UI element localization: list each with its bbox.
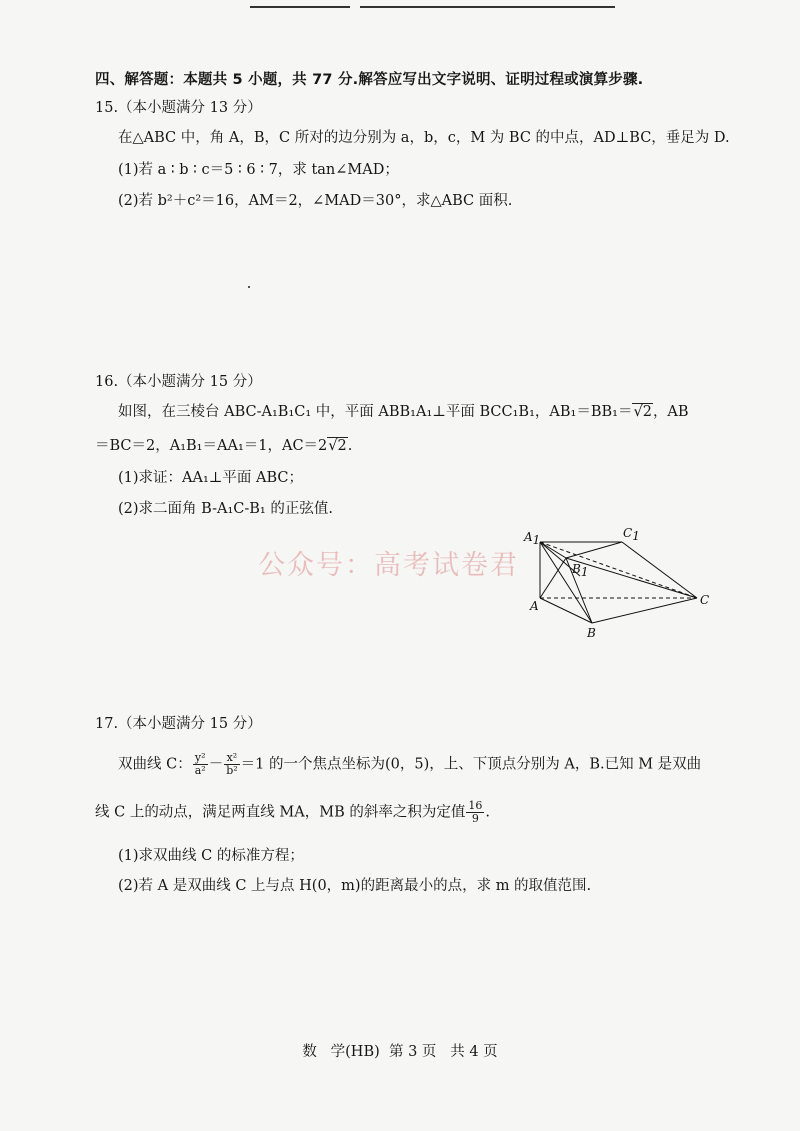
q17-part2: (2)若 A 是双曲线 C 上与点 H(0，m)的距离最小的点，求 m 的取值范围.: [118, 878, 592, 894]
section-title: 四、解答题：本题共 5 小题，共 77 分.解答应写出文字说明、证明过程或演算步骤.: [95, 72, 644, 88]
top-rule-left: [250, 6, 350, 8]
q15-part1: (1)若 a ∶ b ∶ c＝5 ∶ 6 ∶ 7，求 tan∠MAD；: [118, 162, 399, 178]
q17-header: 17.（本小题满分 15 分）: [95, 716, 262, 732]
fraction-denominator: b²: [226, 764, 238, 777]
page-footer: 数 学(HB) 第 3 页 共 4 页: [302, 1044, 498, 1060]
fraction-numerator: 16: [468, 799, 483, 812]
q15-header: 15.（本小题满分 13 分）: [95, 100, 262, 116]
edge-c1c: [622, 542, 697, 598]
q16-part1: (1)求证：AA₁⊥平面 ABC；: [118, 470, 304, 486]
segment-a1c-dashed: [540, 542, 697, 598]
label-b1: B1: [572, 562, 589, 579]
q16-stem-line1-tail: ，AB: [652, 404, 689, 420]
q16-part2: (2)求二面角 B-A₁C-B₁ 的正弦值.: [118, 501, 333, 517]
q16-stem-line2-tail: .: [347, 438, 353, 454]
label-a1: A1: [524, 530, 541, 547]
fraction-numerator: x²: [224, 752, 239, 765]
q16-stem-line2: [95, 436, 352, 456]
q15-stem: 在△ABC 中，角 A，B，C 所对的边分别为 a，b，c，M 为 BC 的中点，AD⊥BC，垂足为 D.: [118, 130, 730, 146]
minus-sign: －: [208, 756, 224, 773]
q17-line1-post: ＝1 的一个焦点坐标为(0，5)，上、下顶点分别为 A，B.已知 M 是双曲: [240, 756, 702, 773]
q15-part2: (2)若 b²＋c²＝16，AM＝2，∠MAD＝30°，求△ABC 面积.: [118, 193, 513, 209]
q16-header: 16.（本小题满分 15 分）: [95, 374, 262, 390]
edge-c1b1: [566, 542, 622, 558]
fraction-x2-over-b2: [224, 752, 239, 777]
label-a: A: [530, 599, 539, 613]
top-rule-right: [360, 6, 615, 8]
label-c1: C1: [623, 526, 640, 543]
fraction-y2-over-a2: [193, 752, 208, 777]
frustum-figure: [520, 520, 720, 645]
sqrt-two: √2: [633, 404, 652, 420]
q16-stem-line1: [118, 402, 689, 422]
q17-line2: [95, 800, 490, 825]
segment-ab1: [540, 558, 566, 598]
label-b: B: [587, 626, 596, 640]
q17-line1: [118, 752, 701, 777]
watermark: 公众号：高考试卷君: [258, 550, 519, 581]
fraction-numerator: y²: [193, 752, 208, 765]
edge-bc: [592, 598, 697, 623]
fraction-16-over-9: [466, 800, 484, 825]
q17-line2-post: .: [485, 804, 490, 821]
fraction-denominator: a²: [194, 764, 206, 777]
fraction-denominator: 9: [471, 812, 479, 825]
q16-stem-line2-text: ＝BC＝2，A₁B₁＝AA₁＝1，AC＝2: [95, 438, 328, 454]
q17-part1: (1)求双曲线 C 的标准方程；: [118, 848, 304, 864]
q16-stem-line1-text: 如图，在三棱台 ABC-A₁B₁C₁ 中，平面 ABB₁A₁⊥平面 BCC₁B₁，AB₁＝BB₁＝: [118, 404, 633, 420]
q17-line2-pre: 线 C 上的动点，满足两直线 MA，MB 的斜率之积为定值: [95, 804, 466, 821]
q17-line1-pre: 双曲线 C：: [118, 756, 192, 773]
sqrt-two: √2: [328, 438, 347, 454]
stray-dot: [248, 286, 250, 288]
label-c: C: [700, 593, 710, 607]
